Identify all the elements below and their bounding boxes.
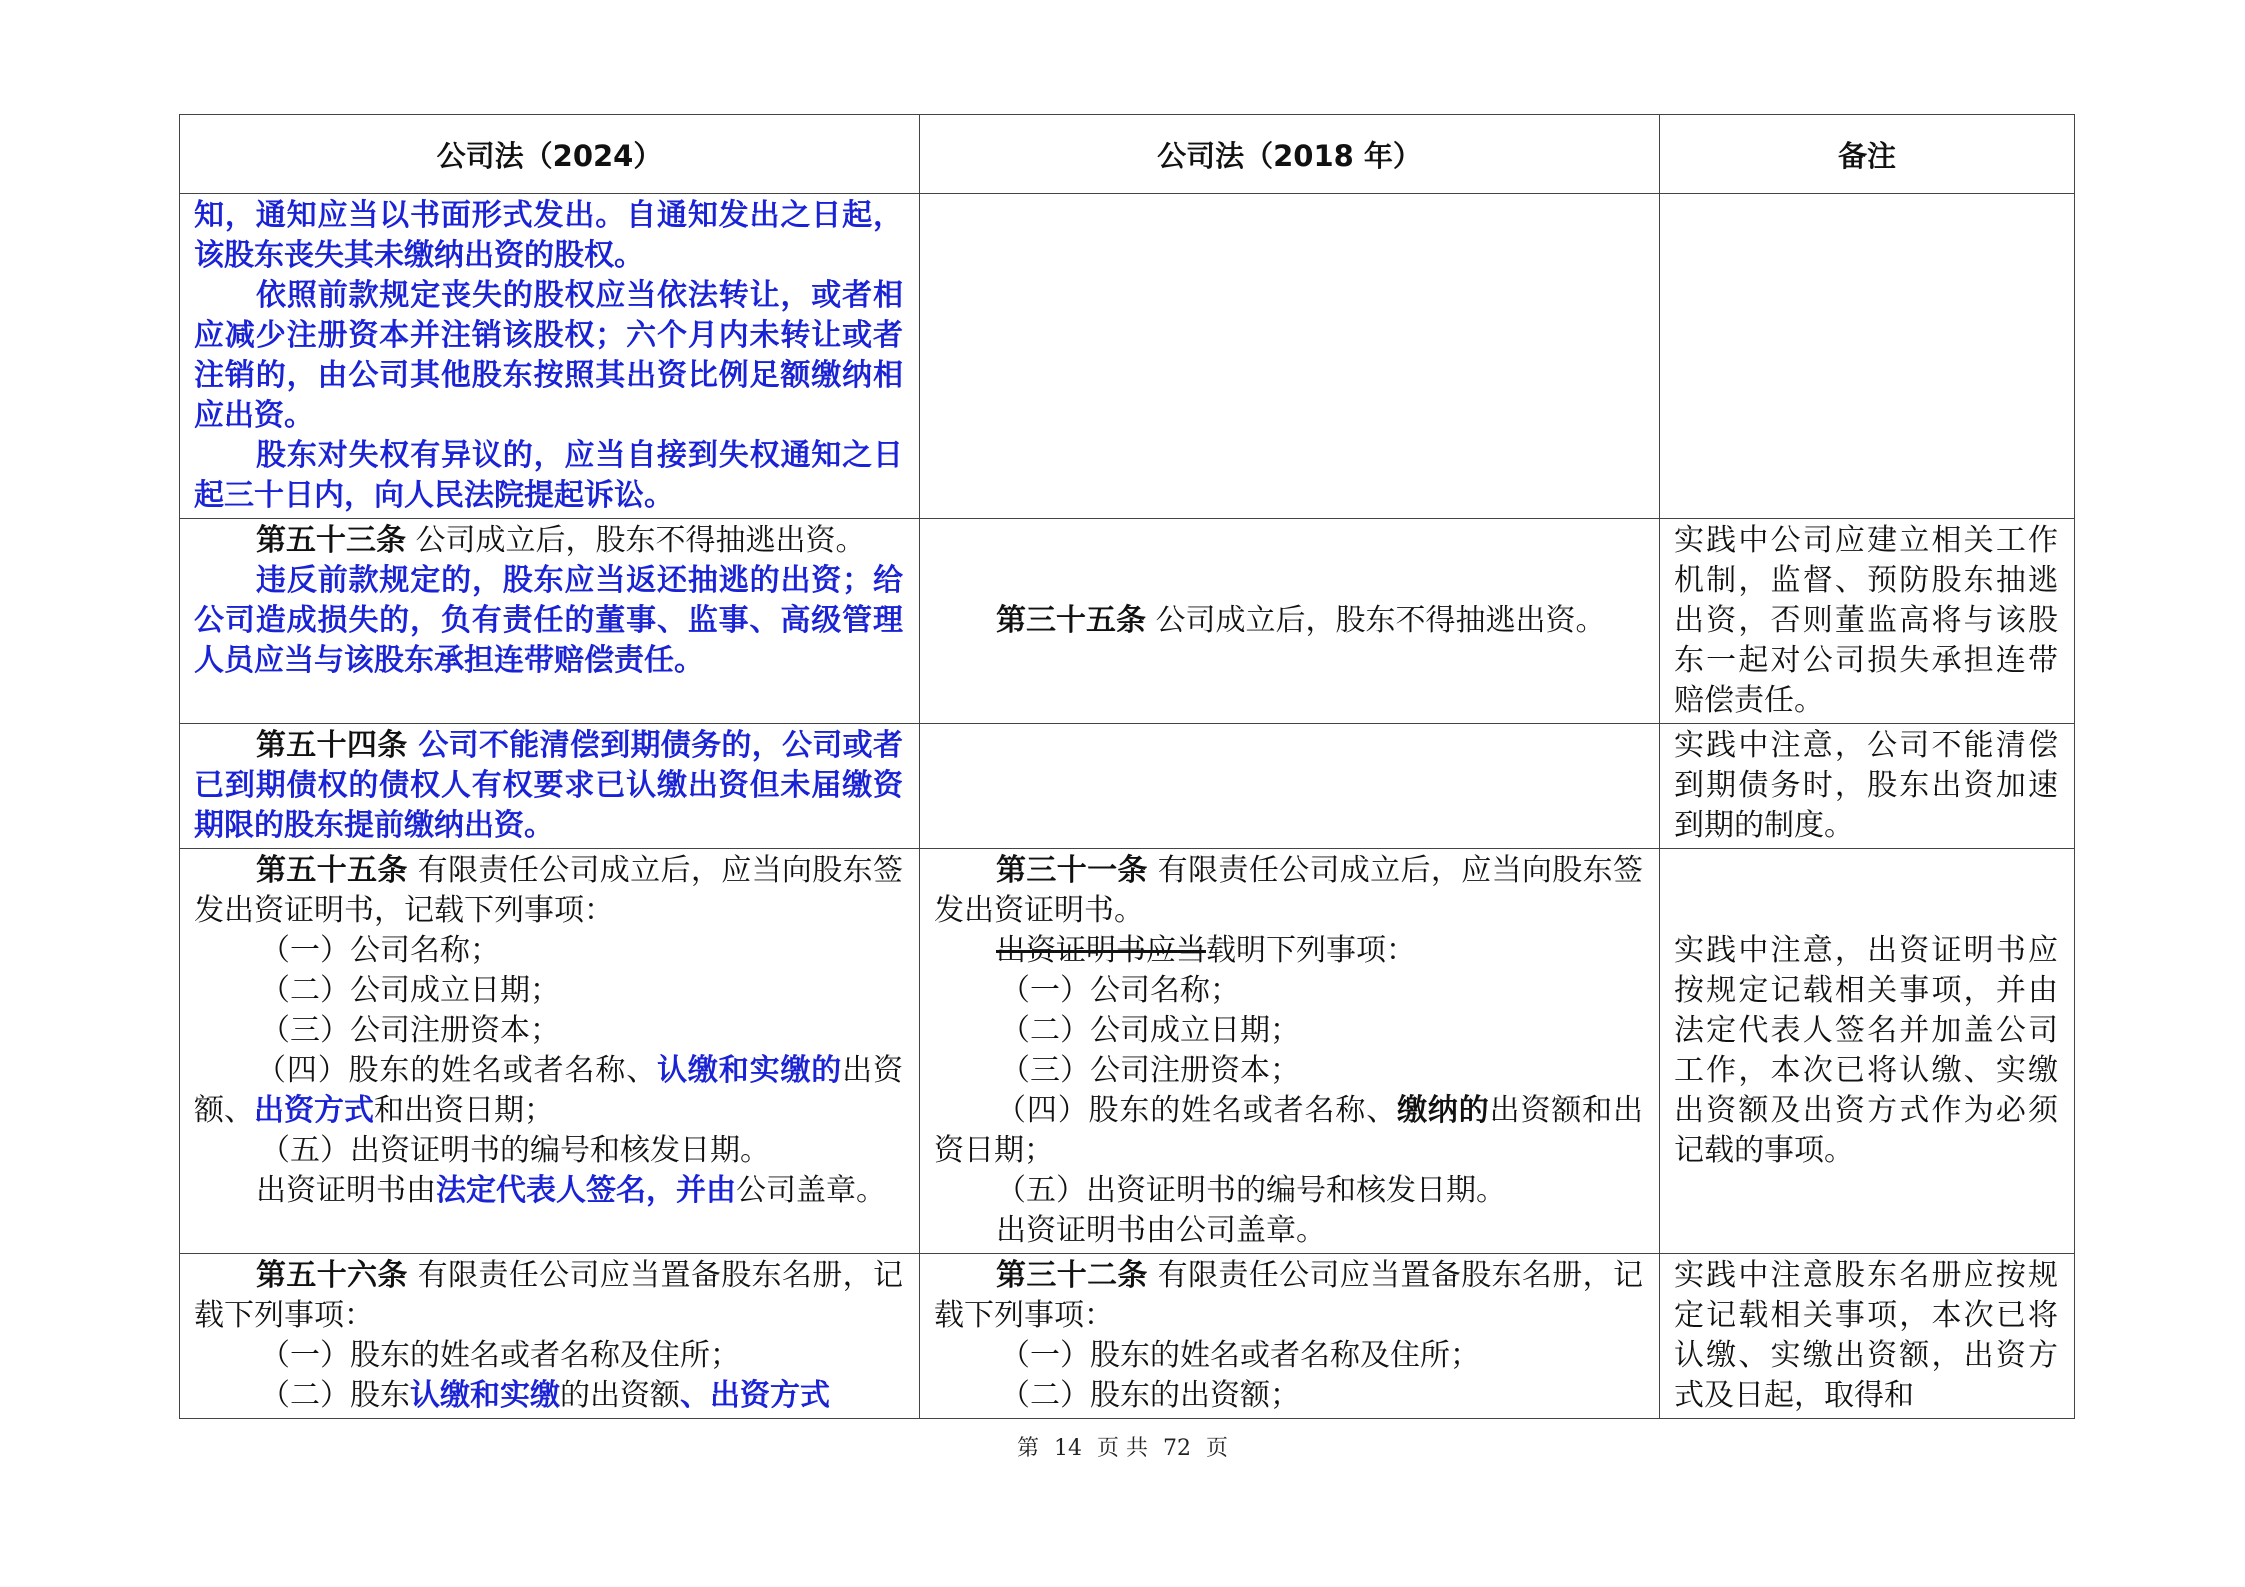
current-page-number: 14 [1054,1436,1082,1461]
header-company-law-2024: 公司法（2024） [180,115,920,194]
text-span: （四）股东的姓名或者名称、 [256,1053,658,1088]
table-row [180,1254,2075,1419]
new-law-text: 公司不能清偿到期债务的，公司或者已到期债权的债权人有权要求已认缴出资但未届缴资期限的股东提前缴纳出资。 [194,728,903,843]
list-item: （五）出资证明书的编号和核发日期。 [996,1173,1506,1208]
footer-middle: 页 共 [1097,1436,1148,1461]
old-law-text: 载明下列事项： [1206,933,1416,968]
old-law-cell [920,194,1660,519]
new-law-text: 有限责任公司应当置备股东名册，记载下列事项： [194,1258,903,1333]
highlight-span: 、出资方式 [680,1378,830,1413]
closing-text [194,1171,903,1211]
old-law-cell [920,1254,1660,1419]
highlight-span: 认缴和实缴 [410,1378,560,1413]
text-span: 出资证明书由 [256,1173,436,1208]
article-number: 第五十六条 [256,1258,408,1293]
new-law-text: 依照前款规定丧失的股权应当依法转让，或者相应减少注册资本并注销该股权；六个月内未转让或者注销的，由公司其他股东按照其出资比例足额缴纳相应出资。 [194,278,903,433]
highlight-span: 出资方式 [254,1093,374,1128]
highlight-span: 法定代表人签名，并由 [436,1173,736,1208]
remark-cell [1660,519,2075,724]
footer-prefix: 第 [1016,1436,1039,1461]
list-item: （一）股东的姓名或者名称及住所； [1000,1338,1480,1373]
text-span: （二）股东 [260,1378,410,1413]
text-span: 和出资日期； [374,1093,554,1128]
list-item: （二）股东的出资额； [1000,1378,1300,1413]
remark-cell [1660,1254,2075,1419]
footer-suffix: 页 [1206,1436,1229,1461]
article-number: 第三十五条 [996,603,1146,638]
text-span: （四）股东的姓名或者名称、 [996,1093,1398,1128]
remark-text: 实践中注意，公司不能清偿到期债务时，股东出资加速到期的制度。 [1674,728,2058,843]
table-row [180,724,2075,849]
list-item: （三）公司注册资本； [1000,1053,1300,1088]
text-span: 出资额和出资日期； [934,1093,1644,1168]
new-law-text: 公司成立后，股东不得抽逃出资。 [406,523,866,558]
table-row [180,849,2075,1254]
table-header-row [180,115,2075,194]
list-item [194,1051,903,1131]
total-pages: 72 [1163,1436,1191,1461]
article-number: 第五十五条 [256,853,408,888]
table-row [180,194,2075,519]
list-item [194,1376,903,1416]
highlight-span: 认缴和实缴的 [657,1053,843,1088]
deleted-text: 出资证明书应当 [996,933,1206,968]
new-law-text: 有限责任公司成立后，应当向股东签发出资证明书，记载下列事项： [194,853,903,928]
page-footer [0,1431,2245,1462]
highlight-span: 缴纳的 [1397,1093,1490,1128]
new-law-cell [180,724,920,849]
closing-text: 出资证明书由公司盖章。 [996,1213,1326,1248]
old-law-cell [920,849,1660,1254]
old-law-text: 公司成立后，股东不得抽逃出资。 [1146,603,1606,638]
old-law-cell [920,724,1660,849]
list-item: （一）公司名称； [260,933,500,968]
remark-text: 实践中注意，出资证明书应按规定记载相关事项，并由法定代表人签名并加盖公司工作，本次已将认缴、实缴出资额及出资方式作为必须记载的事项。 [1674,933,2058,1168]
list-item: （五）出资证明书的编号和核发日期。 [260,1133,770,1168]
old-law-text: 有限责任公司成立后，应当向股东签发出资证明书。 [934,853,1643,928]
new-law-cell [180,1254,920,1419]
article-number: 第五十四条 [256,728,408,763]
old-law-text: 有限责任公司应当置备股东名册，记载下列事项： [934,1258,1643,1333]
header-company-law-2018: 公司法（2018 年） [920,115,1660,194]
new-law-cell [180,519,920,724]
new-law-text: 股东对失权有异议的，应当自接到失权通知之日起三十日内，向人民法院提起诉讼。 [194,438,903,513]
remark-cell [1660,849,2075,1254]
remark-text: 实践中注意股东名册应按规定记载相关事项，本次已将认缴、实缴出资额，出资方式及日起，取得和 [1674,1258,2058,1413]
old-law-cell [920,519,1660,724]
list-item: （二）公司成立日期； [1000,1013,1300,1048]
list-item: （三）公司注册资本； [260,1013,560,1048]
list-item: （二）公司成立日期； [260,973,560,1008]
article-number: 第五十三条 [256,523,406,558]
new-law-cell [180,849,920,1254]
table-row [180,519,2075,724]
comparison-table [179,114,2075,1419]
header-remarks: 备注 [1660,115,2075,194]
list-item: （一）股东的姓名或者名称及住所； [260,1338,740,1373]
new-law-text: 知，通知应当以书面形式发出。自通知发出之日起，该股东丧失其未缴纳出资的股权。 [194,198,903,273]
text-span: 出资额、 [194,1053,904,1128]
remark-cell [1660,724,2075,849]
remark-text: 实践中公司应建立相关工作机制，监督、预防股东抽逃出资，否则董监高将与该股东一起对公司损失承担连带赔偿责任。 [1674,523,2058,718]
text-span: 的出资额 [560,1378,680,1413]
text-span: 公司盖章。 [736,1173,886,1208]
article-number: 第三十二条 [996,1258,1148,1293]
list-item: （一）公司名称； [1000,973,1240,1008]
new-law-cell [180,194,920,519]
list-item [934,1091,1643,1171]
article-number: 第三十一条 [996,853,1148,888]
new-law-text: 违反前款规定的，股东应当返还抽逃的出资；给公司造成损失的，负有责任的董事、监事、高级管理人员应当与该股东承担连带赔偿责任。 [194,563,903,678]
remark-cell [1660,194,2075,519]
